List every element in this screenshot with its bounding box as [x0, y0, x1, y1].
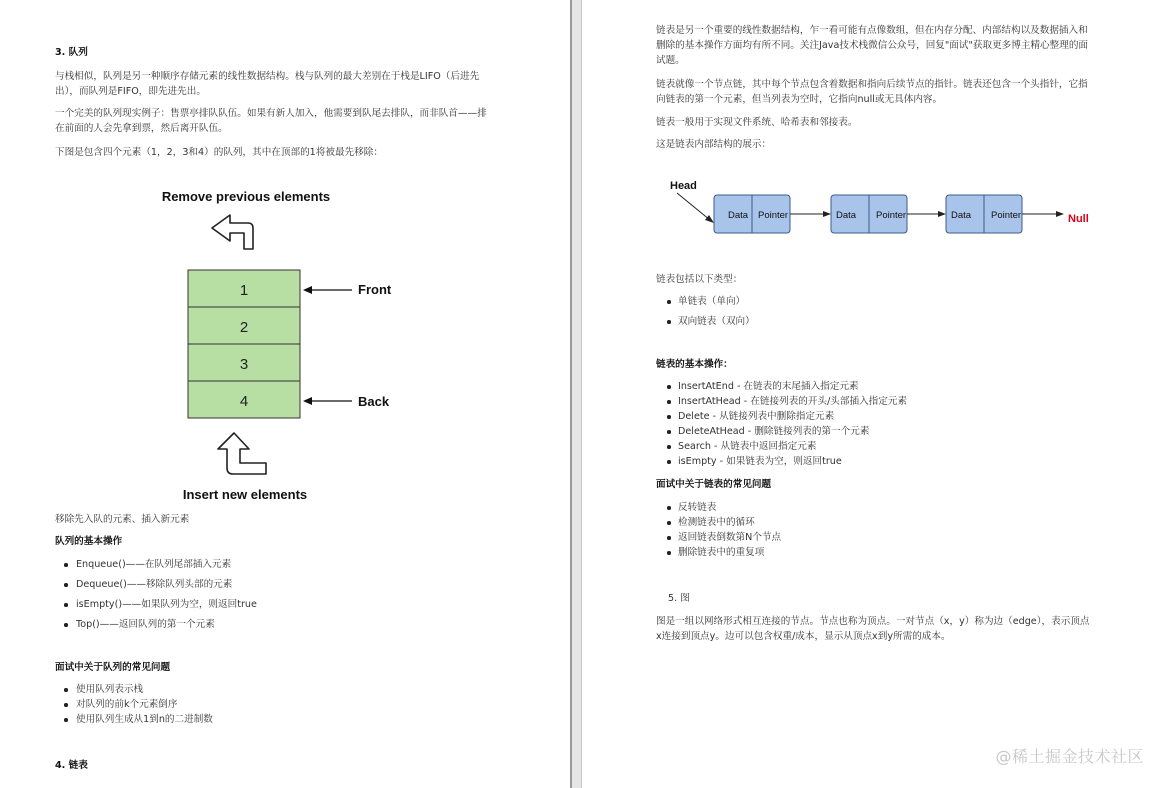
- queue-cells: [188, 270, 300, 418]
- null-label: Null: [1068, 213, 1089, 225]
- bullet: [64, 623, 68, 627]
- linked-list-intro-line-2: 删除的基本操作方面均有所不同。关注Java技术栈微信公众号，回复"面试"获取更多博主精心整理的面: [656, 40, 1089, 51]
- type-item: 双向链表（双向）: [678, 316, 755, 327]
- right-page: [582, 0, 1168, 788]
- linked-list-node-2: [831, 195, 907, 233]
- page-divider: [570, 0, 582, 788]
- bullet: [667, 300, 671, 304]
- bullet: [667, 400, 671, 404]
- queue-op-item: Dequeue()——移除队列头部的元素: [76, 579, 233, 590]
- queue-diagram: [0, 180, 570, 510]
- linked-list-node-3: [946, 195, 1022, 233]
- bullet: [667, 320, 671, 324]
- insert-arrow-icon: [218, 433, 266, 474]
- bullet: [667, 536, 671, 540]
- queue-cell-4-label: 4: [239, 393, 249, 410]
- node-3-data: Data: [951, 210, 972, 221]
- bullet: [667, 460, 671, 464]
- queue-ops-title: 队列的基本操作: [55, 536, 123, 547]
- linked-list-intro-line-3: 试题。: [656, 55, 685, 66]
- linked-list-faq-item: 删除链表中的重复项: [678, 547, 765, 558]
- bullet: [667, 385, 671, 389]
- queue-op-item: Top()——返回队列的第一个元素: [76, 619, 215, 630]
- queue-faq-title: 面试中关于队列的常见问题: [55, 662, 171, 673]
- bullet: [667, 415, 671, 419]
- linked-list-op-item: Delete - 从链接列表中删除指定元素: [678, 411, 835, 422]
- node-1-data: Data: [728, 210, 749, 221]
- queue-diagram-caption: 移除先入队的元素、插入新元素: [55, 514, 190, 525]
- queue-faq-item: 使用队列表示栈: [76, 684, 144, 695]
- queue-faq-item: 使用队列生成从1到n的二进制数: [76, 714, 213, 725]
- node-3-pointer: Pointer: [991, 210, 1022, 221]
- linked-list-usage: 链表一般用于实现文件系统、哈希表和邻接表。: [656, 117, 858, 128]
- bullet: [64, 563, 68, 567]
- head-label: Head: [670, 180, 697, 192]
- node-3-arrowhead: [1056, 211, 1064, 217]
- section-3-title: 3. 队列: [55, 47, 88, 58]
- bullet: [667, 521, 671, 525]
- queue-cell-3-label: 3: [239, 356, 249, 373]
- linked-list-ops-title: 链表的基本操作：: [656, 359, 733, 370]
- bullet: [64, 583, 68, 587]
- back-label: Back: [358, 394, 390, 409]
- queue-cell-1-label: 1: [239, 282, 249, 299]
- head-arrow: [677, 193, 710, 220]
- type-item: 单链表（单向）: [678, 296, 746, 307]
- queue-intro-line-2: 出），而队列是FIFO，即先进先出。: [55, 86, 206, 97]
- linked-list-faq-item: 返回链表倒数第N个节点: [678, 532, 782, 543]
- left-page: [0, 0, 570, 788]
- linked-list-faq-item: 检测链表中的循环: [678, 517, 755, 528]
- bullet: [64, 703, 68, 707]
- remove-label: Remove previous elements: [161, 189, 331, 204]
- bullet: [64, 603, 68, 607]
- queue-diagram-intro: 下图是包含四个元素（1，2，3和4）的队列，其中在顶部的1将被最先移除：: [55, 147, 383, 158]
- queue-op-item: Enqueue()——在队列尾部插入元素: [76, 559, 232, 570]
- linked-list-diagram: [582, 170, 1168, 260]
- linked-list-structure-intro: 这是链表内部结构的展示：: [656, 139, 772, 150]
- node-2-pointer: Pointer: [876, 210, 907, 221]
- section-5-title: 5. 图: [668, 593, 690, 604]
- back-arrowhead: [303, 397, 312, 405]
- head-arrowhead: [705, 215, 714, 223]
- bullet: [64, 688, 68, 692]
- queue-faq-item: 对队列的前k个元素倒序: [76, 699, 178, 710]
- linked-list-op-item: DeleteAtHead - 删除链接列表的第一个元素: [678, 426, 870, 437]
- linked-list-chain-line-2: 向链表的第一个元素，但当列表为空时，它指向null或无具体内容。: [656, 94, 943, 105]
- node-1-arrowhead: [823, 211, 831, 217]
- remove-arrow-icon: [212, 215, 253, 249]
- section-4-title: 4. 链表: [55, 760, 88, 771]
- bullet: [667, 506, 671, 510]
- node-2-data: Data: [836, 210, 857, 221]
- linked-list-op-item: InsertAtHead - 在链接列表的开头/头部插入指定元素: [678, 396, 908, 407]
- watermark: @稀土掘金技术社区: [995, 747, 1144, 766]
- node-2-arrowhead: [938, 211, 946, 217]
- queue-example-line-2: 在前面的人会先拿到票，然后离开队伍。: [55, 123, 228, 134]
- linked-list-op-item: InsertAtEnd - 在链表的末尾插入指定元素: [678, 381, 859, 392]
- linked-list-faq-title: 面试中关于链表的常见问题: [656, 479, 772, 490]
- linked-list-op-item: isEmpty - 如果链表为空，则返回true: [678, 456, 842, 467]
- graph-intro-line-1: 图是一组以网络形式相互连接的节点。节点也称为顶点。一对节点（x，y）称为边（edge），表示顶点: [656, 616, 1090, 627]
- front-arrowhead: [303, 286, 312, 294]
- node-1-pointer: Pointer: [758, 210, 789, 221]
- linked-list-faq-item: 反转链表: [678, 502, 717, 513]
- front-label: Front: [358, 282, 392, 297]
- queue-cell-2-label: 2: [239, 319, 249, 336]
- bullet: [667, 430, 671, 434]
- graph-intro-line-2: x连接到顶点y。边可以包含权重/成本，显示从顶点x到y所需的成本。: [656, 631, 951, 642]
- linked-list-intro-line-1: 链表是另一个重要的线性数据结构，乍一看可能有点像数组，但在内存分配、内部结构以及数据插入和: [656, 25, 1088, 36]
- bullet: [64, 718, 68, 722]
- queue-op-item: isEmpty()——如果队列为空，则返回true: [76, 599, 257, 610]
- queue-intro-line-1: 与栈相似，队列是另一种顺序存储元素的线性数据结构。栈与队列的最大差别在于栈是LIFO（后进先: [55, 71, 480, 82]
- linked-list-chain-line-1: 链表就像一个节点链，其中每个节点包含着数据和指向后续节点的指针。链表还包含一个头指针，它指: [656, 79, 1088, 90]
- linked-list-op-item: Search - 从链表中返回指定元素: [678, 441, 817, 452]
- linked-list-node-1: [714, 195, 790, 233]
- types-intro: 链表包括以下类型：: [656, 274, 743, 285]
- insert-label: Insert new elements: [182, 487, 308, 502]
- queue-example-line-1: 一个完美的队列现实例子：售票亭排队队伍。如果有新人加入，他需要到队尾去排队，而非队首——排: [55, 108, 487, 119]
- bullet: [667, 551, 671, 555]
- bullet: [667, 445, 671, 449]
